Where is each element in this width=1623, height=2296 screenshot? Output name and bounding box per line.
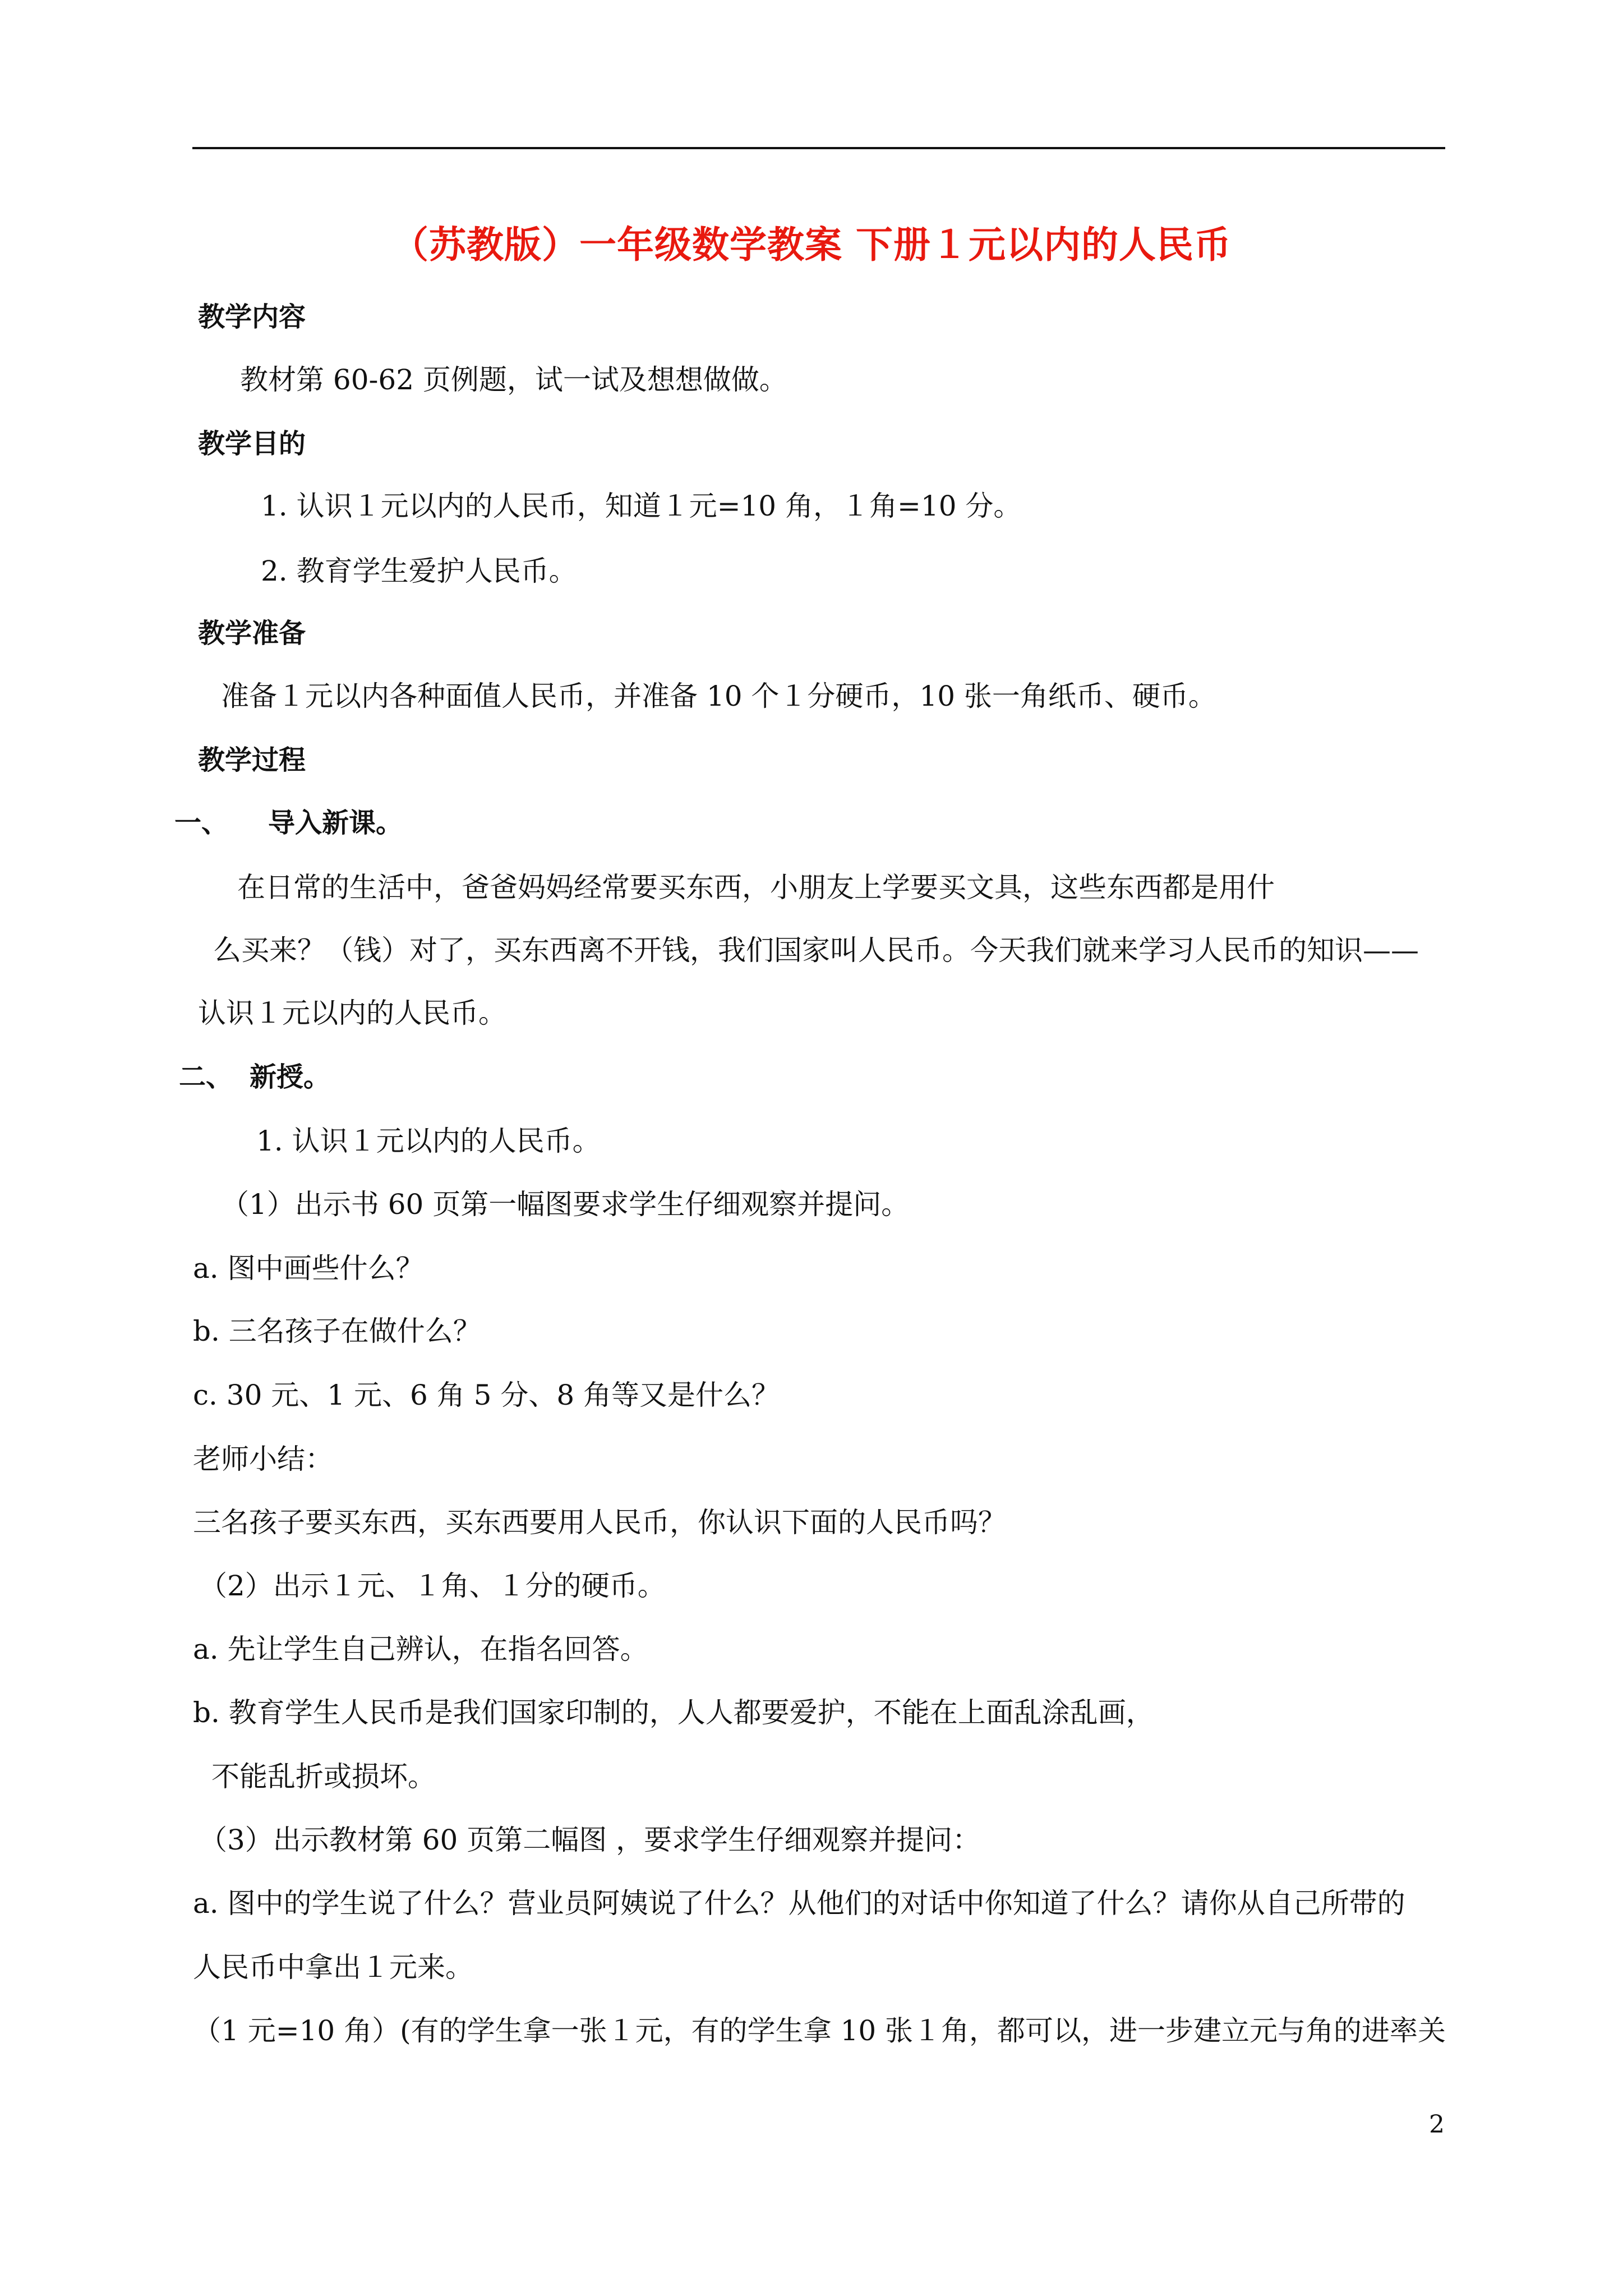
- heading-teaching-content: 教学内容: [198, 301, 306, 333]
- part2-title: 新授。: [250, 1061, 331, 1093]
- heading-teaching-goal: 教学目的: [198, 428, 306, 459]
- part1-paragraph-line-3: 认识１元以内的人民币。: [198, 997, 506, 1029]
- heading-teaching-process: 教学过程: [198, 744, 306, 776]
- question-2b-continued: 不能乱折或损坏。: [211, 1760, 436, 1793]
- goal-item-1: 1. 认识１元以内的人民币，知道１元=10 角，１角=10 分。: [261, 490, 1022, 522]
- teacher-summary-label: 老师小结：: [193, 1443, 333, 1475]
- part2-number: 二、: [179, 1061, 233, 1093]
- step-1-1: （1）出示书 60 页第一幅图要求学生仔细观察并提问。: [221, 1188, 910, 1221]
- question-c: c. 30 元、1 元、6 角 5 分、8 角等又是什么？: [193, 1379, 780, 1411]
- question-3a: a. 图中的学生说了什么？营业员阿姨说了什么？从他们的对话中你知道了什么？请你从自己所带的: [193, 1887, 1405, 1920]
- question-a: a. 图中画些什么？: [193, 1252, 424, 1285]
- heading-teaching-prep: 教学准备: [198, 618, 306, 649]
- document-title: （苏教版）一年级数学教案 下册１元以内的人民币: [391, 223, 1232, 266]
- goal-item-2: 2. 教育学生爱护人民币。: [261, 555, 577, 587]
- content-text: 教材第 60-62 页例题，试一试及想想做做。: [240, 364, 787, 396]
- prep-text: 准备１元以内各种面值人民币，并准备 10 个１分硬币，10 张一角纸币、硬币。: [221, 680, 1216, 712]
- question-2a: a. 先让学生自己辨认，在指名回答。: [193, 1633, 648, 1665]
- question-3a-continued: 人民币中拿出１元来。: [193, 1951, 473, 1984]
- teacher-summary-text: 三名孩子要买东西，买东西要用人民币，你认识下面的人民币吗？: [193, 1506, 1006, 1539]
- header-rule: [192, 147, 1445, 149]
- part1-number: 一、: [174, 807, 229, 839]
- question-3-note: （1 元=10 角）(有的学生拿一张１元，有的学生拿 10 张１角，都可以，进一步建立元与角的进率关: [193, 2014, 1446, 2047]
- step-1-3: （3）出示教材第 60 页第二幅图 ，要求学生仔细观察并提问：: [199, 1824, 981, 1856]
- page-number: 2: [1429, 2110, 1445, 2139]
- part1-paragraph-line-2: 么买来？（钱）对了，买东西离不开钱，我们国家叫人民币。今天我们就来学习人民币的知识——: [213, 934, 1419, 967]
- part1-paragraph-line-1: 在日常的生活中，爸爸妈妈经常要买东西，小朋友上学要买文具，这些东西都是用什: [237, 871, 1275, 904]
- question-2b: b. 教育学生人民币是我们国家印制的，人人都要爱护，不能在上面乱涂乱画，: [193, 1696, 1154, 1729]
- part1-title: 导入新课。: [268, 807, 403, 839]
- step-1-2: （2）出示１元、１角、１分的硬币。: [199, 1570, 666, 1602]
- step-1: 1. 认识１元以内的人民币。: [256, 1125, 601, 1157]
- question-b: b. 三名孩子在做什么？: [193, 1315, 481, 1347]
